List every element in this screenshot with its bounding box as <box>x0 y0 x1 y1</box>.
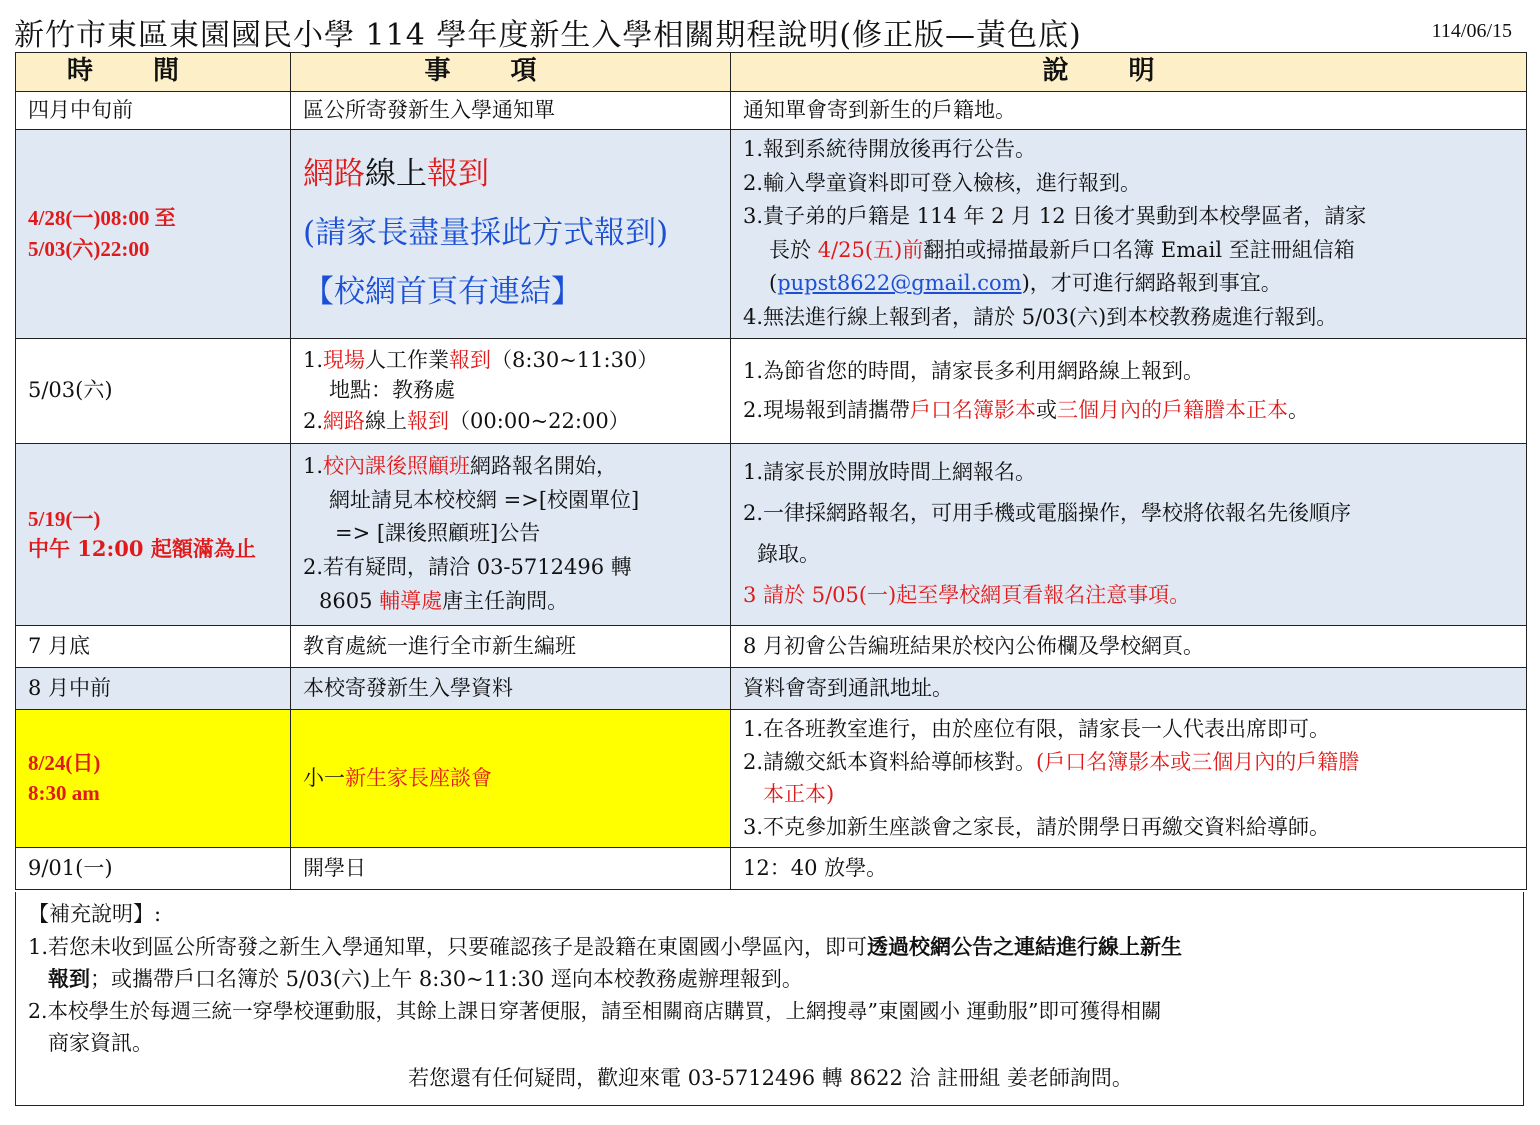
row2-item-b: 線上 <box>365 156 427 193</box>
row4-item-2b <box>303 585 730 619</box>
row4-item-1b: 網址請見本校校網 =>[校園單位] <box>329 487 640 512</box>
row2-desc-3b-pre: 長於 <box>769 237 818 262</box>
row3-item-1-red1: 現場 <box>323 348 366 373</box>
note-2b: 商家資訊。 <box>48 1031 153 1056</box>
row5-time: 7 月底 <box>16 625 291 667</box>
notes-heading: 【補充說明】: <box>28 902 162 926</box>
table-row <box>16 338 1527 443</box>
row4-item-1 <box>303 450 730 484</box>
note-1b-post: ；或攜帶戶口名簿於 5/03(六)上午 8:30~11:30 逕向本校教務處辦理報到。 <box>90 967 803 992</box>
row3-item-1-post: （8:30~11:30） <box>491 348 659 373</box>
row2-item-line2: (請家長盡量採此方式報到) <box>303 215 669 252</box>
row3-desc-2-mid: 或 <box>1036 397 1058 422</box>
note-2: 2.本校學生於每週三統一穿學校運動服，其餘上課日穿著便服，請至相關商店購買，上網搜尋”東園國小 運動服”即可獲得相關 <box>28 998 1162 1023</box>
email-link[interactable]: pupst8622@gmail.com <box>777 271 1022 296</box>
table-header-row <box>16 53 1527 92</box>
row2-desc-3a: 3.貴子弟的戶籍是 114 年 2 月 12 日後才異動到本校學區者，請家 <box>743 204 1367 229</box>
row3-item-1-mid: 人工作業 <box>365 348 450 373</box>
row4-item-2b-red: 輔導處 <box>379 588 443 613</box>
row3-item-2-red1: 網路 <box>323 408 366 433</box>
row1-time: 四月中旬前 <box>16 91 291 129</box>
note-1b-bold: 報到 <box>48 966 90 992</box>
note-1-pre: 1.若您未收到區公所寄發之新生入學通知單，只要確認孩子是設籍在東園國小學區內，即可 <box>28 934 868 959</box>
table-row <box>16 91 1527 129</box>
contact-line: 若您還有任何疑問，歡迎來電 03-5712496 轉 8622 洽 註冊組 姜老師詢問。 <box>408 1065 1133 1090</box>
supplementary-notes <box>15 892 1524 1106</box>
note-1 <box>28 931 1513 964</box>
row2-item-a: 網路 <box>303 156 365 193</box>
row3-desc-2-pre: 2.現場報到請攜帶 <box>743 397 911 422</box>
row8-desc: 12：40 放學。 <box>731 847 1527 889</box>
row4-desc-2b: 錄取。 <box>757 542 820 567</box>
row2-desc-3b <box>743 234 1526 268</box>
note-1b <box>28 963 1513 996</box>
row3-desc-2 <box>743 391 1526 430</box>
row4-item-1c: => [課後照顧班]公告 <box>335 521 541 546</box>
row1-desc: 通知單會寄到新生的戶籍地。 <box>731 91 1527 129</box>
row4-item-1-post: 網路報名開始， <box>470 454 618 479</box>
row2-desc-3b-red: 4/25(五)前 <box>817 237 924 262</box>
row2-item-line3: 【校網首頁有連結】 <box>303 274 582 311</box>
row3-item-1-pre: 1. <box>303 348 324 373</box>
row4-desc-3: 3 請於 5/05(一)起至學校網頁看報名注意事項。 <box>743 583 1191 608</box>
row8-time: 9/01(一) <box>16 847 291 889</box>
row2-desc-4: 4.無法進行線上報到者，請於 5/03(六)到本校教務處進行報到。 <box>743 304 1338 329</box>
row4-desc <box>731 443 1527 625</box>
row7-time-line2: 8:30 am <box>28 781 100 806</box>
row4-item-2: 2.若有疑問，請洽 03-5712496 轉 <box>303 554 632 579</box>
row6-desc: 資料會寄到通訊地址。 <box>731 667 1527 709</box>
row7-desc-2 <box>743 746 1526 779</box>
row7-desc-3: 3.不克參加新生座談會之家長，請於開學日再繳交資料給導師。 <box>743 814 1331 839</box>
header-desc: 說明 <box>731 53 1527 92</box>
row2-desc-2: 2.輸入學童資料即可登入檢核，進行報到。 <box>743 170 1142 195</box>
row3-desc-2-red2: 三個月內的戶籍謄本正本 <box>1057 397 1289 422</box>
row8-item: 開學日 <box>291 847 731 889</box>
table-row <box>16 709 1527 847</box>
row2-time-line1: 4/28(一)08:00 至 <box>28 206 176 231</box>
schedule-table <box>15 52 1527 890</box>
row7-item-red: 新生家長座談會 <box>345 765 492 790</box>
row2-desc-3c <box>743 267 1526 301</box>
row3-item <box>291 338 731 443</box>
header-time: 時間 <box>16 53 291 92</box>
row4-item-1-red: 校內課後照顧班 <box>323 454 471 479</box>
row7-desc <box>731 709 1527 847</box>
row2-desc-3b-post: 翻拍或掃描最新戶口名簿 Email 至註冊組信箱 <box>923 237 1355 262</box>
row2-desc-3c-post: )，才可進行網路報到事宜。 <box>1021 271 1282 296</box>
row4-item-1-pre: 1. <box>303 454 324 479</box>
table-row <box>16 443 1527 625</box>
row5-item: 教育處統一進行全市新生編班 <box>291 625 731 667</box>
table-row <box>16 129 1527 338</box>
row3-desc <box>731 338 1527 443</box>
row4-time <box>16 443 291 625</box>
row2-item-line1 <box>303 145 730 204</box>
table-row <box>16 847 1527 889</box>
row2-desc <box>731 129 1527 338</box>
row3-item-1-red2: 報到 <box>449 348 492 373</box>
row4-item <box>291 443 731 625</box>
row2-desc-1: 1.報到系統待開放後再行公告。 <box>743 136 1037 161</box>
row4-item-2b-pre: 8605 <box>319 588 380 613</box>
row4-time-line2: 中午 12:00 起額滿為止 <box>28 536 256 562</box>
row4-item-2b-post: 唐主任詢問。 <box>442 588 569 613</box>
row3-item-2-pre: 2. <box>303 408 324 433</box>
row3-desc-2-post: 。 <box>1288 397 1310 422</box>
note-1-bold: 透過校網公告之連結進行線上新生 <box>867 933 1183 959</box>
document-title: 新竹市東區東園國民小學 114 學年度新生入學相關期程說明(修正版—黃色底) <box>14 18 1082 53</box>
row7-time <box>16 709 291 847</box>
row2-item <box>291 129 731 338</box>
row7-item-pre: 小一 <box>303 765 345 790</box>
row4-time-line1: 5/19(一) <box>28 506 101 531</box>
row3-desc-2-red1: 戶口名簿影本 <box>910 397 1037 422</box>
row7-desc-2-pre: 2.請繳交紙本資料給導師核對。 <box>743 749 1037 774</box>
row3-item-1 <box>303 345 730 375</box>
row3-item-2-post: （00:00~22:00） <box>449 408 630 433</box>
row2-time-line2: 5/03(六)22:00 <box>28 236 150 261</box>
row3-item-2 <box>303 406 730 436</box>
table-row <box>16 625 1527 667</box>
row7-desc-2-red: (戶口名簿影本或三個月內的戶籍謄 <box>1036 749 1360 774</box>
header-item: 事項 <box>291 53 731 92</box>
row7-desc-2b: 本正本) <box>763 782 835 807</box>
row2-item-c: 報到 <box>427 156 489 193</box>
table-row <box>16 667 1527 709</box>
row3-item-2-red2: 報到 <box>407 408 450 433</box>
row6-item: 本校寄發新生入學資料 <box>291 667 731 709</box>
document-date: 114/06/15 <box>1431 20 1512 42</box>
row2-time <box>16 129 291 338</box>
row7-item <box>291 709 731 847</box>
row3-item-2-mid: 線上 <box>365 408 408 433</box>
row3-time: 5/03(六) <box>16 338 291 443</box>
row1-item: 區公所寄發新生入學通知單 <box>291 91 731 129</box>
row2-desc-3c-pre: ( <box>769 271 778 296</box>
row6-time: 8 月中前 <box>16 667 291 709</box>
row4-desc-2: 2.一律採網路報名，可用手機或電腦操作，學校將依報名先後順序 <box>743 501 1352 526</box>
row3-desc-1: 1.為節省您的時間，請家長多利用網路線上報到。 <box>743 358 1205 383</box>
row7-time-line1: 8/24(日) <box>28 750 101 775</box>
row5-desc: 8 月初會公告編班結果於校內公佈欄及學校網頁。 <box>731 625 1527 667</box>
row7-desc-1: 1.在各班教室進行，由於座位有限，請家長一人代表出席即可。 <box>743 717 1331 742</box>
row4-desc-1: 1.請家長於開放時間上網報名。 <box>743 460 1037 485</box>
row3-item-1b: 地點：教務處 <box>329 378 455 403</box>
